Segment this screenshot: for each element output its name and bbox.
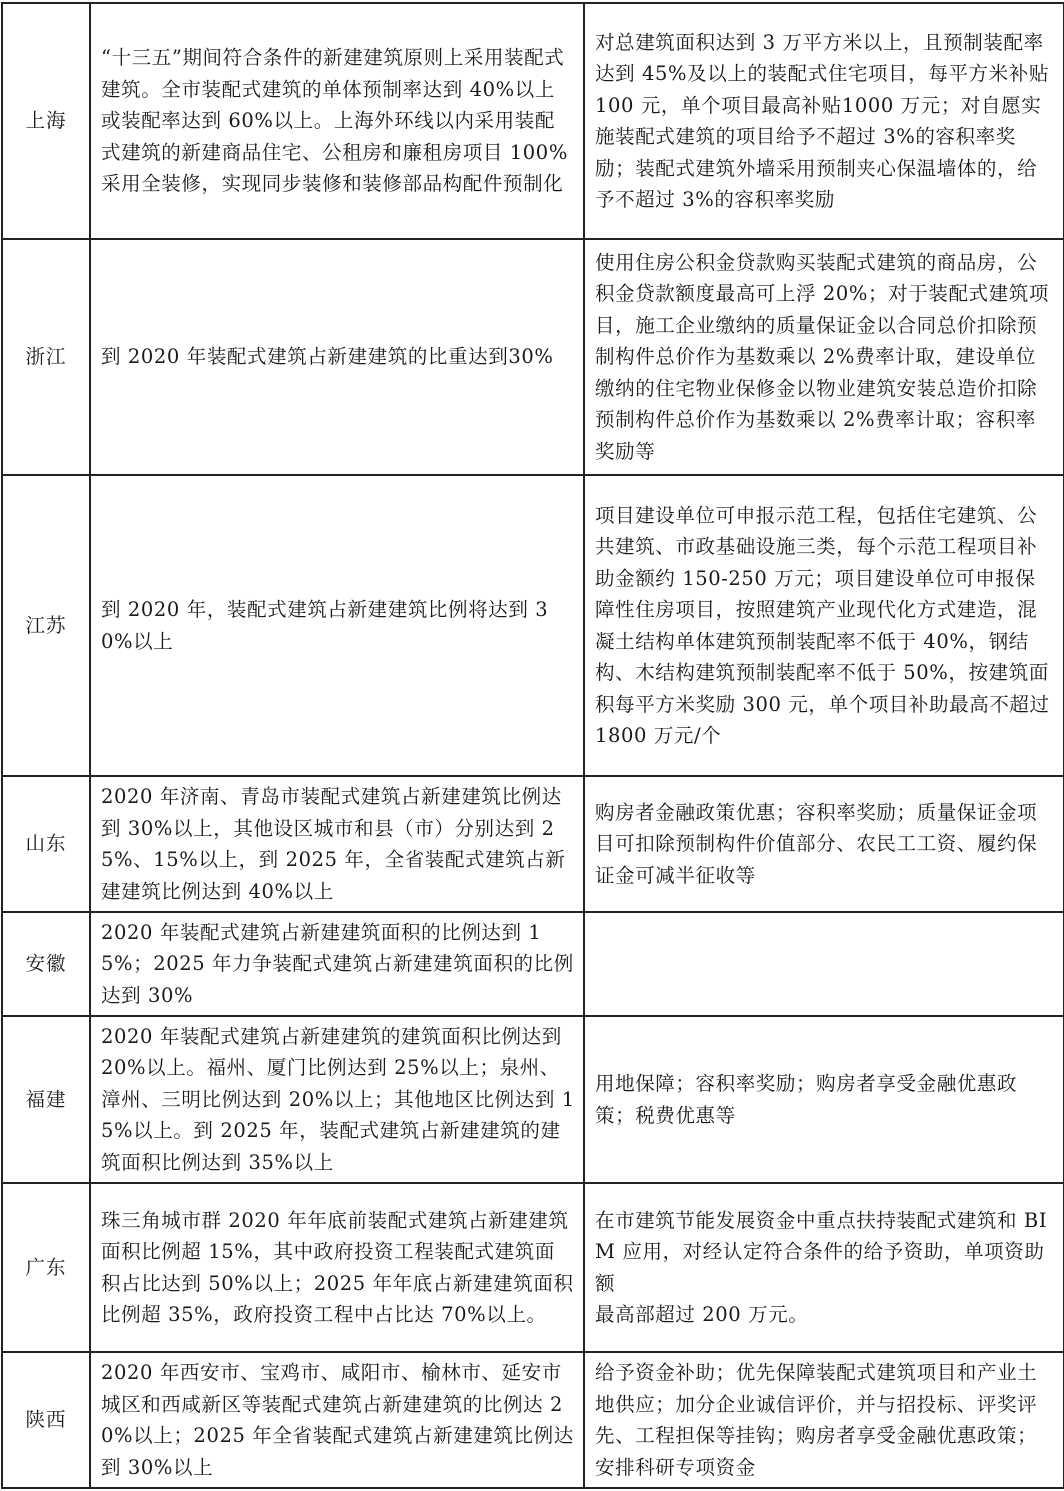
table-row xyxy=(2,912,1064,1016)
incentive-cell: 使用住房公积金贷款购买装配式建筑的商品房，公积金贷款额度最高可上浮 20%；对于装配式建筑项目，施工企业缴纳的质量保证金以合同总价扣除预制构件总价作为基数乘以 2%费率计取，建设单位缴纳的住宅物业保修金以物业建筑安装总造价扣除预制构件总价作为基数乘以 2%费率计取；容积率奖励等 xyxy=(584,239,1064,475)
table-row xyxy=(2,1352,1064,1488)
incentive-cell: 购房者金融政策优惠；容积率奖励；质量保证金项目可扣除预制构件价值部分、农民工工资、履约保证金可减半征收等 xyxy=(584,776,1064,912)
target-cell: “十三五”期间符合条件的新建建筑原则上采用装配式建筑。全市装配式建筑的单体预制率达到 40%以上或装配率达到 60%以上。上海外环线以内采用装配式建筑的新建商品住宅、公租房和廉租房项目 100%采用全装修，实现同步装修和装修部品构配件预制化 xyxy=(90,3,584,239)
incentive-cell: 项目建设单位可申报示范工程，包括住宅建筑、公共建筑、市政基础设施三类，每个示范工程项目补助金额约 150-250 万元；项目建设单位可申报保障性住房项目，按照建筑产业现代化方式建造，混凝土结构单体建筑预制装配率不低于 40%，钢结构、木结构建筑预制装配率不低于 50%，按建筑面积每平方米奖励 300 元，单个项目补助最高不超过1800 万元/个 xyxy=(584,475,1064,776)
table-row xyxy=(2,776,1064,912)
region-cell: 福建 xyxy=(2,1016,90,1183)
table-row xyxy=(2,1016,1064,1183)
target-cell: 2020 年济南、青岛市装配式建筑占新建建筑比例达到 30%以上，其他设区城市和县（市）分别达到 25%、15%以上，到 2025 年，全省装配式建筑占新建建筑比例达到 40%以上 xyxy=(90,776,584,912)
table-row xyxy=(2,1183,1064,1352)
table-row xyxy=(2,475,1064,776)
target-cell: 2020 年装配式建筑占新建建筑面积的比例达到 15%；2025 年力争装配式建筑占新建建筑面积的比例达到 30% xyxy=(90,912,584,1016)
incentive-cell: 给予资金补助；优先保障装配式建筑项目和产业土地供应；加分企业诚信评价，并与招投标、评奖评先、工程担保等挂钩；购房者享受金融优惠政策；安排科研专项资金 xyxy=(584,1352,1064,1488)
target-cell: 珠三角城市群 2020 年年底前装配式建筑占新建建筑面积比例超 15%，其中政府投资工程装配式建筑面积占比达到 50%以上；2025 年年底占新建建筑面积比例超 35%，政府投资工程中占比达 70%以上。 xyxy=(90,1183,584,1352)
target-cell: 到 2020 年，装配式建筑占新建建筑比例将达到 30%以上 xyxy=(90,475,584,776)
region-cell: 广东 xyxy=(2,1183,90,1352)
policy-table xyxy=(1,2,1064,1489)
incentive-cell: 对总建筑面积达到 3 万平方米以上，且预制装配率达到 45%及以上的装配式住宅项目，每平方米补贴 100 元，单个项目最高补贴1000 万元；对自愿实施装配式建筑的项目给予不超过 3%的容积率奖励；装配式建筑外墙采用预制夹心保温墙体的，给予不超过 3%的容积率奖励 xyxy=(584,3,1064,239)
incentive-cell xyxy=(584,912,1064,1016)
table-row xyxy=(2,239,1064,475)
table-row xyxy=(2,3,1064,239)
region-cell: 浙江 xyxy=(2,239,90,475)
region-cell: 江苏 xyxy=(2,475,90,776)
region-cell: 陕西 xyxy=(2,1352,90,1488)
region-cell: 安徽 xyxy=(2,912,90,1016)
incentive-cell: 在市建筑节能发展资金中重点扶持装配式建筑和 BIM 应用，对经认定符合条件的给予资助，单项资助额 最高部超过 200 万元。 xyxy=(584,1183,1064,1352)
region-cell: 上海 xyxy=(2,3,90,239)
region-cell: 山东 xyxy=(2,776,90,912)
target-cell: 2020 年装配式建筑占新建建筑的建筑面积比例达到 20%以上。福州、厦门比例达到 25%以上；泉州、漳州、三明比例达到 20%以上；其他地区比例达到 15%以上。到 2025 年，装配式建筑占新建建筑的建筑面积比例达到 35%以上 xyxy=(90,1016,584,1183)
target-cell: 到 2020 年装配式建筑占新建建筑的比重达到30% xyxy=(90,239,584,475)
incentive-cell: 用地保障；容积率奖励；购房者享受金融优惠政策；税费优惠等 xyxy=(584,1016,1064,1183)
target-cell: 2020 年西安市、宝鸡市、咸阳市、榆林市、延安市城区和西咸新区等装配式建筑占新建建筑的比例达 20%以上；2025 年全省装配式建筑占新建建筑比例达到 30%以上 xyxy=(90,1352,584,1488)
